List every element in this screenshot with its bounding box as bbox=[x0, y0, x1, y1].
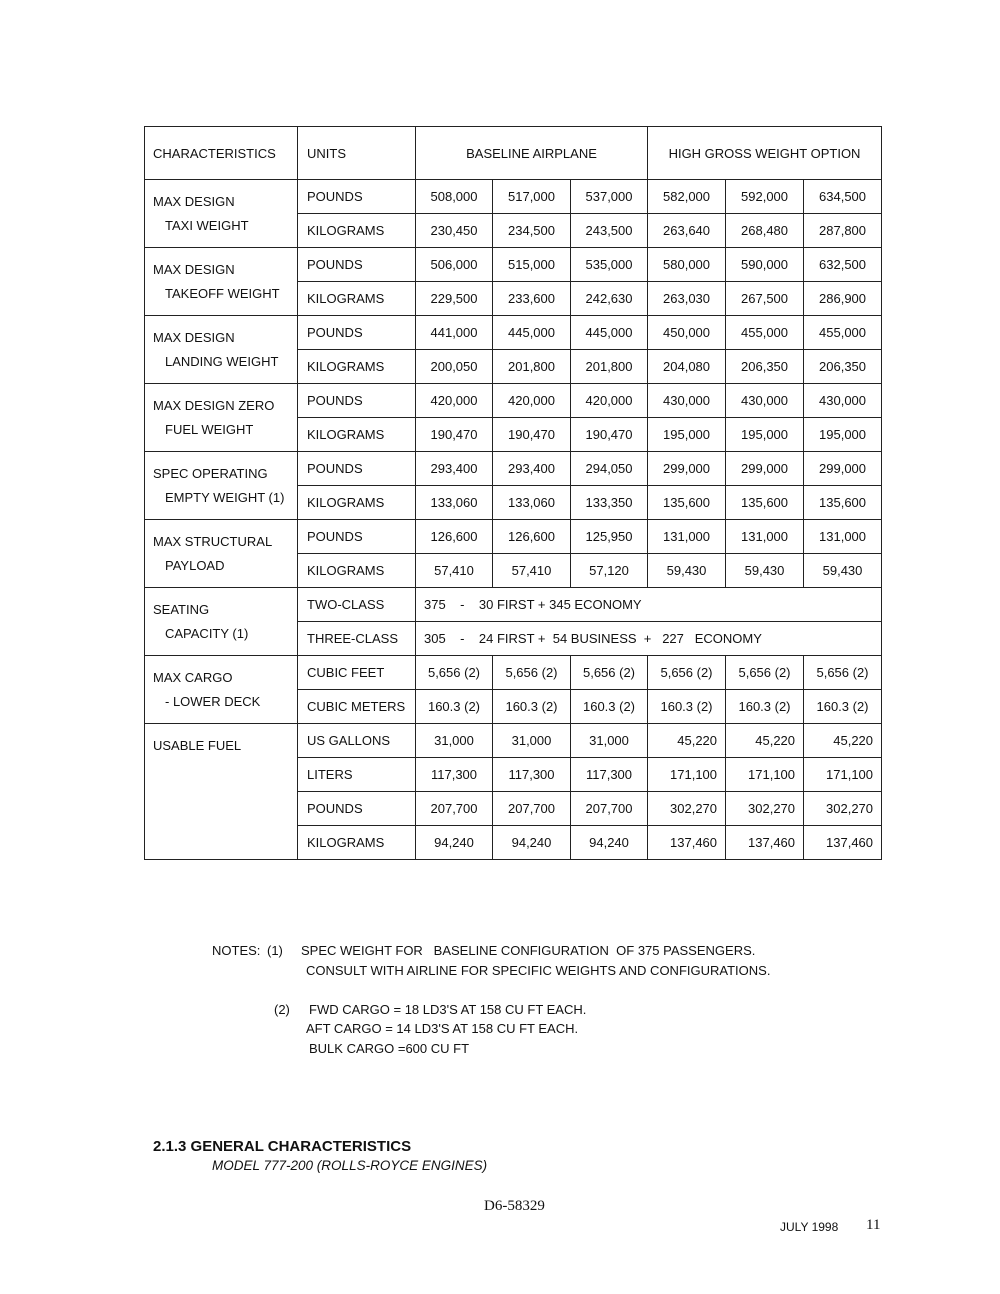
value-cell: 293,400 bbox=[493, 452, 571, 486]
value-cell: 206,350 bbox=[726, 350, 804, 384]
value-cell: 171,100 bbox=[726, 758, 804, 792]
unit-cell: KILOGRAMS bbox=[298, 418, 416, 452]
value-cell: 126,600 bbox=[493, 520, 571, 554]
value-cell: 268,480 bbox=[726, 214, 804, 248]
value-cell: 195,000 bbox=[726, 418, 804, 452]
value-cell: 137,460 bbox=[648, 826, 726, 860]
document-number: D6-58329 bbox=[484, 1198, 545, 1214]
table-row bbox=[145, 452, 882, 486]
value-cell: 125,950 bbox=[571, 520, 648, 554]
value-cell: 450,000 bbox=[648, 316, 726, 350]
value-cell: 535,000 bbox=[571, 248, 648, 282]
characteristic-label-line-2: PAYLOAD bbox=[165, 558, 225, 573]
header-baseline-airplane: BASELINE AIRPLANE bbox=[416, 127, 648, 180]
table-row bbox=[145, 520, 882, 554]
value-cell: 517,000 bbox=[493, 180, 571, 214]
value-cell: 5,656 (2) bbox=[726, 656, 804, 690]
unit-cell: TWO-CLASS bbox=[298, 588, 416, 622]
value-cell: 592,000 bbox=[726, 180, 804, 214]
value-cell: 5,656 (2) bbox=[648, 656, 726, 690]
value-cell: 195,000 bbox=[804, 418, 882, 452]
value-cell: 31,000 bbox=[416, 724, 493, 758]
unit-cell: POUNDS bbox=[298, 384, 416, 418]
note-2-line-2: AFT CARGO = 14 LD3'S AT 158 CU FT EACH. bbox=[306, 1021, 579, 1036]
value-cell: 190,470 bbox=[493, 418, 571, 452]
value-cell: 31,000 bbox=[493, 724, 571, 758]
value-cell: 5,656 (2) bbox=[804, 656, 882, 690]
unit-cell: US GALLONS bbox=[298, 724, 416, 758]
value-cell: 243,500 bbox=[571, 214, 648, 248]
value-cell: 302,270 bbox=[726, 792, 804, 826]
unit-cell: KILOGRAMS bbox=[298, 282, 416, 316]
header-units: UNITS bbox=[298, 127, 416, 180]
value-cell: 420,000 bbox=[571, 384, 648, 418]
value-cell: 263,030 bbox=[648, 282, 726, 316]
value-cell: 229,500 bbox=[416, 282, 493, 316]
value-cell: 445,000 bbox=[493, 316, 571, 350]
unit-cell: POUNDS bbox=[298, 180, 416, 214]
value-cell: 137,460 bbox=[726, 826, 804, 860]
value-cell: 207,700 bbox=[416, 792, 493, 826]
characteristic-label bbox=[145, 656, 298, 724]
value-cell: 263,640 bbox=[648, 214, 726, 248]
header-high-gross-weight: HIGH GROSS WEIGHT OPTION bbox=[648, 127, 882, 180]
characteristic-label-line-2: - LOWER DECK bbox=[165, 694, 261, 709]
value-cell: 57,120 bbox=[571, 554, 648, 588]
value-cell: 286,900 bbox=[804, 282, 882, 316]
characteristic-label-line-2: LANDING WEIGHT bbox=[165, 354, 279, 369]
unit-cell: KILOGRAMS bbox=[298, 350, 416, 384]
characteristic-label bbox=[145, 316, 298, 384]
value-cell: 131,000 bbox=[726, 520, 804, 554]
characteristics-table bbox=[144, 126, 882, 860]
value-cell: 582,000 bbox=[648, 180, 726, 214]
value-cell: 195,000 bbox=[648, 418, 726, 452]
unit-cell: POUNDS bbox=[298, 792, 416, 826]
characteristic-label bbox=[145, 724, 298, 860]
unit-cell: KILOGRAMS bbox=[298, 214, 416, 248]
characteristic-label bbox=[145, 248, 298, 316]
value-cell: 233,600 bbox=[493, 282, 571, 316]
unit-cell: POUNDS bbox=[298, 248, 416, 282]
value-cell: 160.3 (2) bbox=[416, 690, 493, 724]
unit-cell: CUBIC FEET bbox=[298, 656, 416, 690]
value-cell: 190,470 bbox=[571, 418, 648, 452]
characteristic-label-line-1: MAX DESIGN bbox=[153, 330, 235, 345]
characteristic-label-line-2: CAPACITY (1) bbox=[165, 626, 249, 641]
characteristic-label bbox=[145, 452, 298, 520]
characteristic-label-line-1: USABLE FUEL bbox=[153, 738, 242, 753]
value-cell: 94,240 bbox=[493, 826, 571, 860]
value-cell: 57,410 bbox=[493, 554, 571, 588]
table-row bbox=[145, 724, 882, 758]
value-cell: 293,400 bbox=[416, 452, 493, 486]
value-cell: 200,050 bbox=[416, 350, 493, 384]
characteristic-label-line-2: TAXI WEIGHT bbox=[165, 218, 249, 233]
value-cell: 59,430 bbox=[804, 554, 882, 588]
note-2-line-1: FWD CARGO = 18 LD3'S AT 158 CU FT EACH. bbox=[309, 1002, 587, 1017]
value-cell: 508,000 bbox=[416, 180, 493, 214]
value-cell: 31,000 bbox=[571, 724, 648, 758]
value-cell: 515,000 bbox=[493, 248, 571, 282]
characteristic-label-line-2: TAKEOFF WEIGHT bbox=[165, 286, 280, 301]
characteristic-label-line-1: MAX DESIGN ZERO bbox=[153, 398, 275, 413]
value-cell: 287,800 bbox=[804, 214, 882, 248]
value-cell: 445,000 bbox=[571, 316, 648, 350]
table-row bbox=[145, 248, 882, 282]
characteristic-label bbox=[145, 384, 298, 452]
value-cell: 57,410 bbox=[416, 554, 493, 588]
value-cell: 206,350 bbox=[804, 350, 882, 384]
notes-label: NOTES: bbox=[212, 943, 261, 958]
header-characteristics: CHARACTERISTICS bbox=[145, 127, 298, 180]
table-row bbox=[145, 588, 882, 622]
seating-configuration: 375 - 30 FIRST + 345 ECONOMY bbox=[416, 588, 882, 622]
section-heading: 2.1.3 GENERAL CHARACTERISTICS bbox=[153, 1138, 412, 1155]
value-cell: 299,000 bbox=[648, 452, 726, 486]
unit-cell: KILOGRAMS bbox=[298, 826, 416, 860]
value-cell: 430,000 bbox=[804, 384, 882, 418]
value-cell: 117,300 bbox=[493, 758, 571, 792]
value-cell: 5,656 (2) bbox=[571, 656, 648, 690]
value-cell: 506,000 bbox=[416, 248, 493, 282]
value-cell: 299,000 bbox=[804, 452, 882, 486]
value-cell: 294,050 bbox=[571, 452, 648, 486]
unit-cell: THREE-CLASS bbox=[298, 622, 416, 656]
note-1-line-1: SPEC WEIGHT FOR BASELINE CONFIGURATION OF 375 PASSENGERS. bbox=[301, 943, 756, 958]
value-cell: 160.3 (2) bbox=[726, 690, 804, 724]
characteristic-label-line-1: MAX DESIGN bbox=[153, 194, 235, 209]
value-cell: 242,630 bbox=[571, 282, 648, 316]
table-row bbox=[145, 316, 882, 350]
value-cell: 299,000 bbox=[726, 452, 804, 486]
value-cell: 59,430 bbox=[648, 554, 726, 588]
section-subtitle: MODEL 777-200 (ROLLS-ROYCE ENGINES) bbox=[212, 1158, 488, 1173]
value-cell: 207,700 bbox=[493, 792, 571, 826]
value-cell: 133,350 bbox=[571, 486, 648, 520]
value-cell: 207,700 bbox=[571, 792, 648, 826]
unit-cell: KILOGRAMS bbox=[298, 554, 416, 588]
unit-cell: LITERS bbox=[298, 758, 416, 792]
unit-cell: POUNDS bbox=[298, 452, 416, 486]
value-cell: 45,220 bbox=[804, 724, 882, 758]
value-cell: 126,600 bbox=[416, 520, 493, 554]
header-row bbox=[145, 127, 882, 180]
value-cell: 5,656 (2) bbox=[416, 656, 493, 690]
value-cell: 135,600 bbox=[726, 486, 804, 520]
value-cell: 5,656 (2) bbox=[493, 656, 571, 690]
value-cell: 171,100 bbox=[648, 758, 726, 792]
characteristic-label-line-1: MAX DESIGN bbox=[153, 262, 235, 277]
value-cell: 94,240 bbox=[416, 826, 493, 860]
value-cell: 632,500 bbox=[804, 248, 882, 282]
value-cell: 201,800 bbox=[571, 350, 648, 384]
value-cell: 634,500 bbox=[804, 180, 882, 214]
value-cell: 230,450 bbox=[416, 214, 493, 248]
unit-cell: CUBIC METERS bbox=[298, 690, 416, 724]
value-cell: 302,270 bbox=[804, 792, 882, 826]
note-2-marker: (2) bbox=[274, 1002, 290, 1017]
characteristic-label-line-1: MAX STRUCTURAL bbox=[153, 534, 273, 549]
table-row bbox=[145, 384, 882, 418]
value-cell: 137,460 bbox=[804, 826, 882, 860]
value-cell: 441,000 bbox=[416, 316, 493, 350]
value-cell: 160.3 (2) bbox=[804, 690, 882, 724]
value-cell: 430,000 bbox=[648, 384, 726, 418]
value-cell: 133,060 bbox=[416, 486, 493, 520]
characteristic-label bbox=[145, 588, 298, 656]
page-number: 11 bbox=[866, 1217, 881, 1233]
unit-cell: POUNDS bbox=[298, 520, 416, 554]
characteristic-label bbox=[145, 180, 298, 248]
value-cell: 267,500 bbox=[726, 282, 804, 316]
characteristic-label-line-1: MAX CARGO bbox=[153, 670, 233, 685]
characteristic-label-line-2: FUEL WEIGHT bbox=[165, 422, 254, 437]
value-cell: 171,100 bbox=[804, 758, 882, 792]
value-cell: 455,000 bbox=[804, 316, 882, 350]
characteristic-label-line-2: EMPTY WEIGHT (1) bbox=[165, 490, 285, 505]
value-cell: 160.3 (2) bbox=[493, 690, 571, 724]
value-cell: 45,220 bbox=[726, 724, 804, 758]
value-cell: 131,000 bbox=[648, 520, 726, 554]
characteristic-label-line-1: SEATING bbox=[153, 602, 210, 617]
value-cell: 133,060 bbox=[493, 486, 571, 520]
value-cell: 234,500 bbox=[493, 214, 571, 248]
value-cell: 420,000 bbox=[416, 384, 493, 418]
value-cell: 160.3 (2) bbox=[648, 690, 726, 724]
value-cell: 117,300 bbox=[416, 758, 493, 792]
value-cell: 45,220 bbox=[648, 724, 726, 758]
value-cell: 135,600 bbox=[804, 486, 882, 520]
value-cell: 204,080 bbox=[648, 350, 726, 384]
value-cell: 580,000 bbox=[648, 248, 726, 282]
value-cell: 135,600 bbox=[648, 486, 726, 520]
value-cell: 117,300 bbox=[571, 758, 648, 792]
table-row bbox=[145, 656, 882, 690]
table-row bbox=[145, 180, 882, 214]
characteristic-label-line-1: SPEC OPERATING bbox=[153, 466, 268, 481]
value-cell: 94,240 bbox=[571, 826, 648, 860]
note-1-line-2: CONSULT WITH AIRLINE FOR SPECIFIC WEIGHTS AND CONFIGURATIONS. bbox=[306, 963, 771, 978]
unit-cell: POUNDS bbox=[298, 316, 416, 350]
value-cell: 59,430 bbox=[726, 554, 804, 588]
value-cell: 190,470 bbox=[416, 418, 493, 452]
value-cell: 201,800 bbox=[493, 350, 571, 384]
value-cell: 160.3 (2) bbox=[571, 690, 648, 724]
document-date: JULY 1998 bbox=[780, 1220, 839, 1234]
seating-configuration: 305 - 24 FIRST + 54 BUSINESS + 227 ECONOMY bbox=[416, 622, 882, 656]
value-cell: 420,000 bbox=[493, 384, 571, 418]
value-cell: 590,000 bbox=[726, 248, 804, 282]
value-cell: 537,000 bbox=[571, 180, 648, 214]
note-1-marker: (1) bbox=[267, 943, 283, 958]
value-cell: 302,270 bbox=[648, 792, 726, 826]
value-cell: 131,000 bbox=[804, 520, 882, 554]
characteristic-label bbox=[145, 520, 298, 588]
unit-cell: KILOGRAMS bbox=[298, 486, 416, 520]
value-cell: 455,000 bbox=[726, 316, 804, 350]
note-2-line-3: BULK CARGO =600 CU FT bbox=[309, 1041, 470, 1056]
value-cell: 430,000 bbox=[726, 384, 804, 418]
